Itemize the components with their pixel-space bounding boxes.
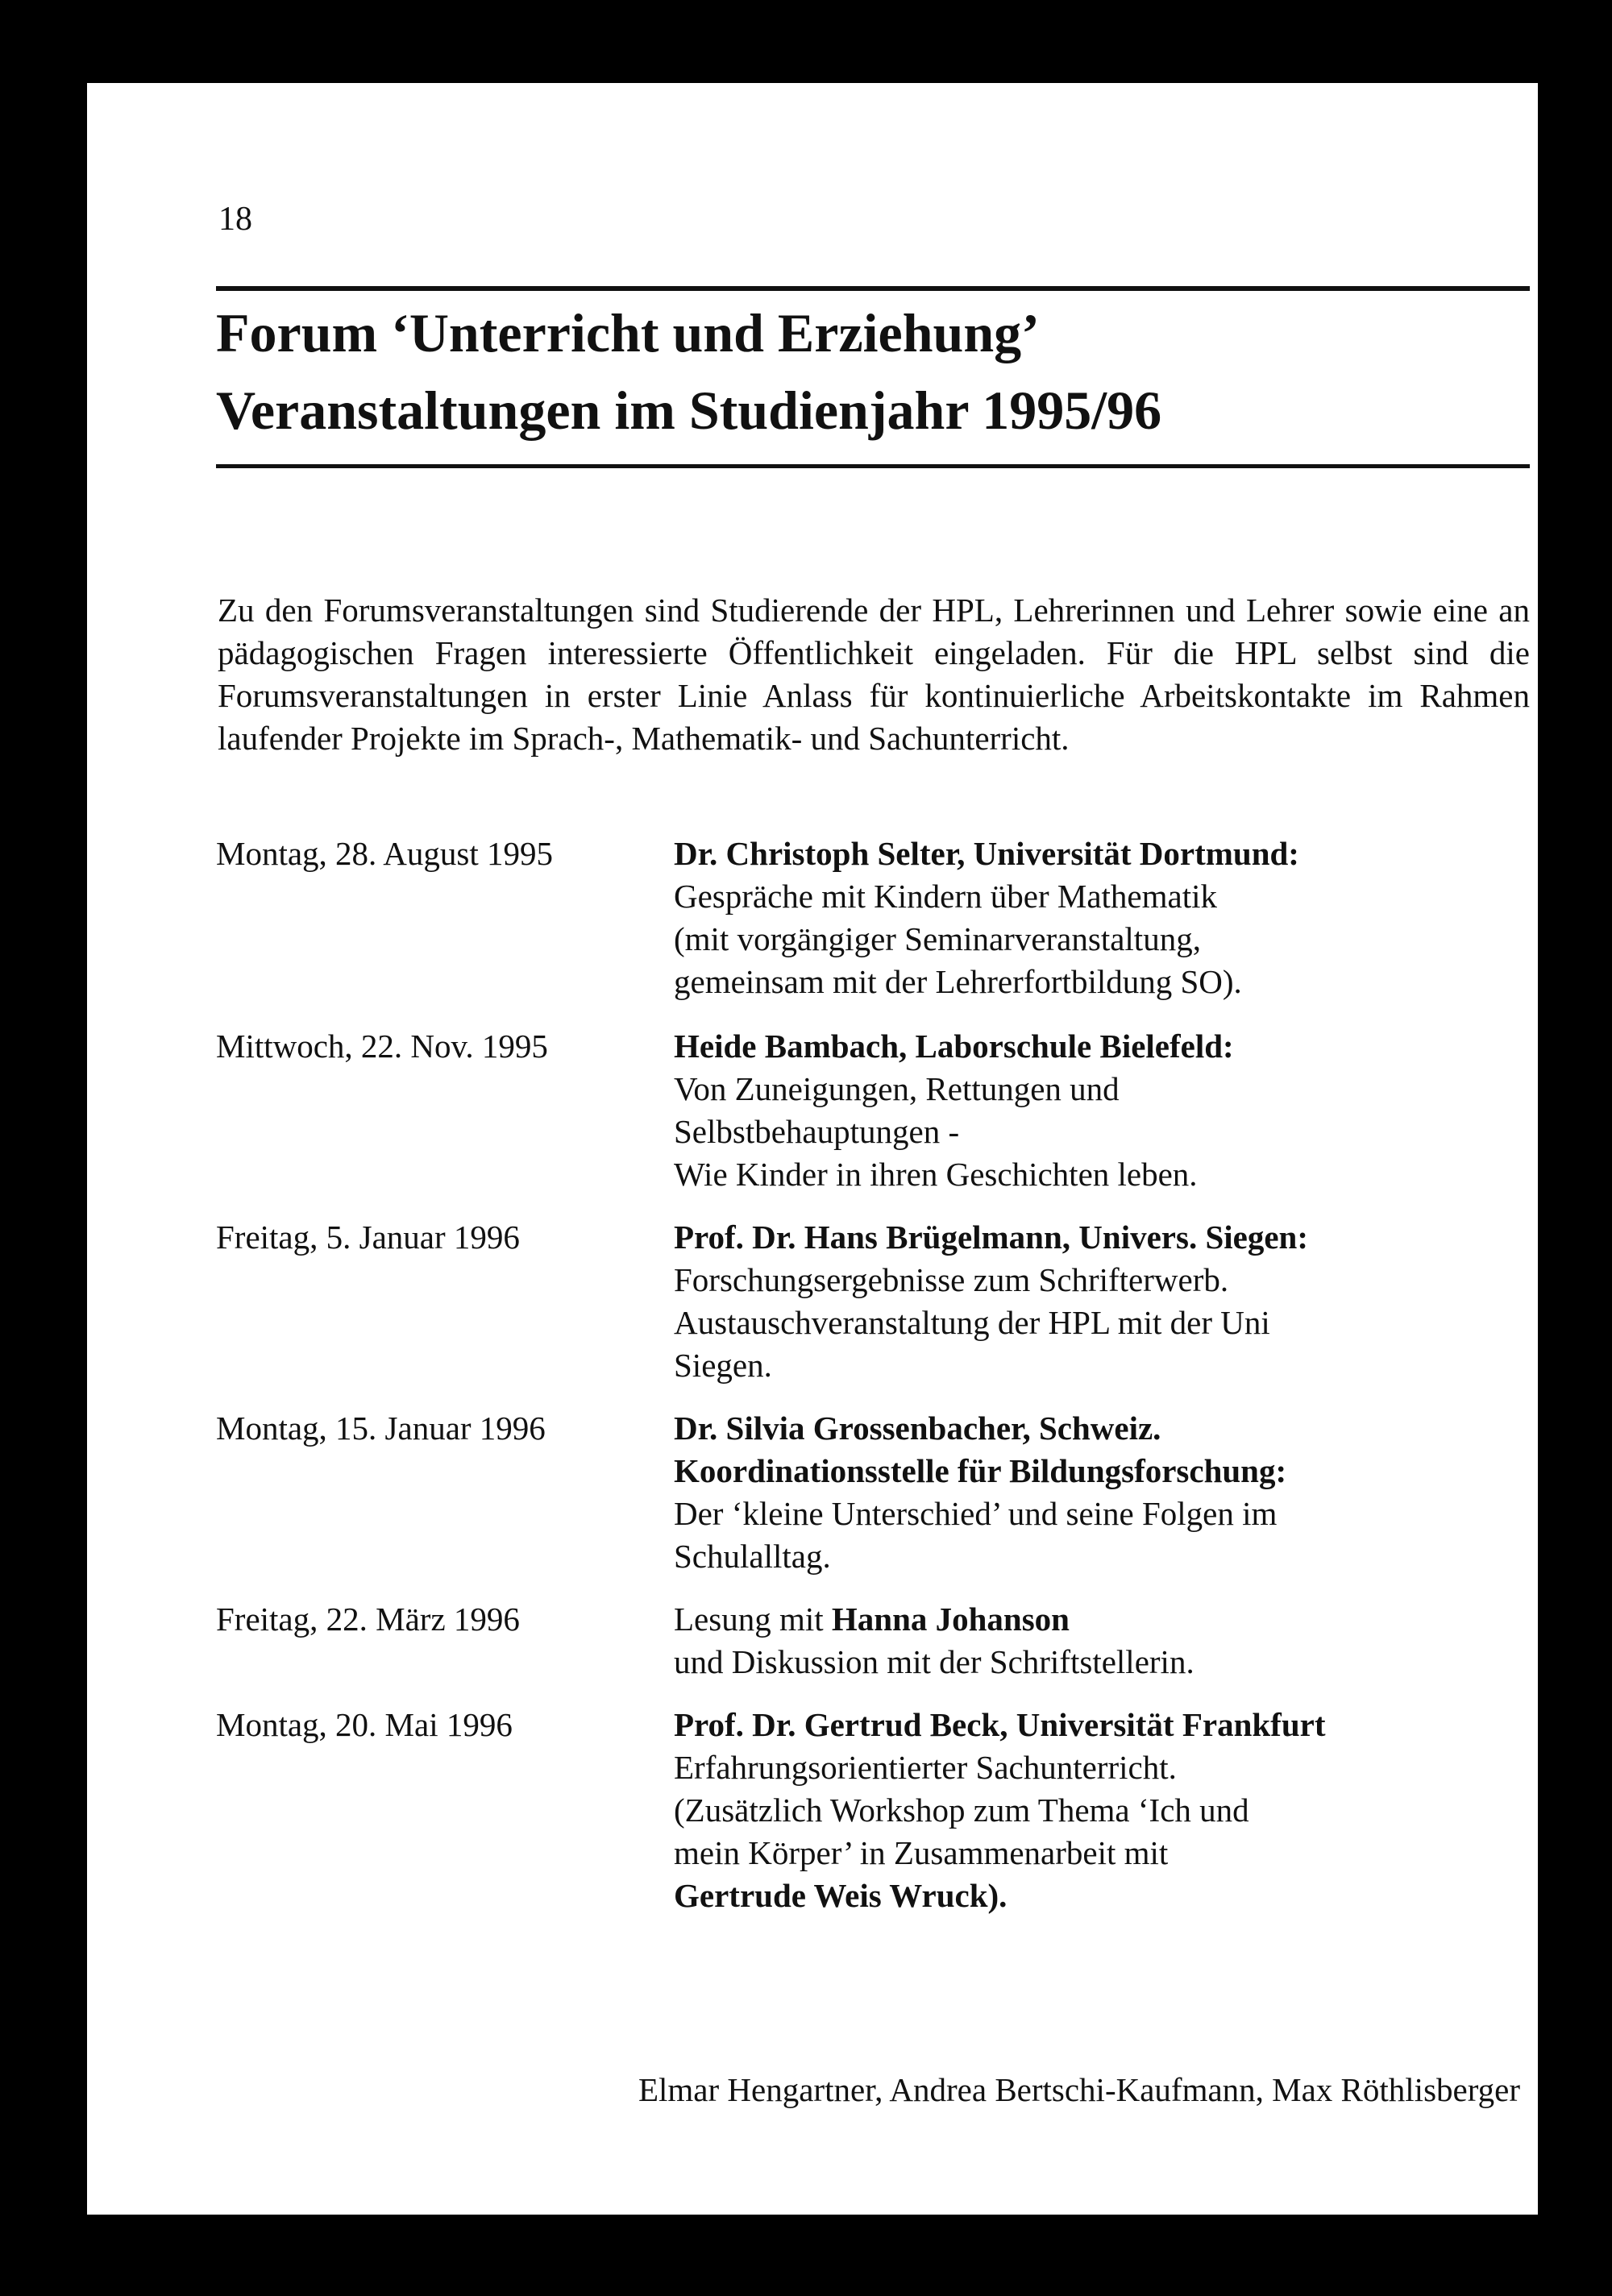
event-date: Montag, 15. Januar 1996 xyxy=(216,1410,546,1447)
event-line: mein Körper’ in Zusammenarbeit mit xyxy=(674,1834,1169,1871)
event-description xyxy=(674,832,1538,1003)
event-line-prefix: Lesung mit xyxy=(674,1601,832,1638)
signature: Elmar Hengartner, Andrea Bertschi-Kaufmann, Max Röthlisberger xyxy=(638,2071,1520,2108)
event-affiliation: Koordinationsstelle für Bildungsforschung: xyxy=(674,1452,1287,1489)
event-speaker: Prof. Dr. Gertrud Beck, Universität Frankfurt xyxy=(674,1706,1326,1743)
title-line-2: Veranstaltungen im Studienjahr 1995/96 xyxy=(216,380,1162,441)
title-rule-bottom xyxy=(216,464,1530,468)
event-date: Mittwoch, 22. Nov. 1995 xyxy=(216,1028,548,1065)
event-line: und Diskussion mit der Schriftstellerin. xyxy=(674,1643,1194,1680)
event-speaker: Heide Bambach, Laborschule Bielefeld: xyxy=(674,1028,1234,1065)
event-line: Erfahrungsorientierter Sachunterricht. xyxy=(674,1749,1177,1786)
page-title xyxy=(216,294,1538,449)
event-line xyxy=(674,1598,1538,1641)
title-line-1: Forum ‘Unterricht und Erziehung’ xyxy=(216,302,1040,363)
event-date: Freitag, 22. März 1996 xyxy=(216,1601,520,1638)
event-line: Schulalltag. xyxy=(674,1538,831,1575)
event-description xyxy=(674,1704,1538,1917)
title-rule-top xyxy=(216,286,1530,291)
event-description xyxy=(674,1407,1538,1578)
event-date: Freitag, 5. Januar 1996 xyxy=(216,1219,520,1256)
event-line: Forschungsergebnisse zum Schrifterwerb. xyxy=(674,1261,1229,1298)
event-line: (Zusätzlich Workshop zum Thema ‘Ich und xyxy=(674,1792,1249,1829)
event-line: Austauschveranstaltung der HPL mit der Uni xyxy=(674,1304,1270,1341)
event-item xyxy=(216,1216,1538,1387)
event-description xyxy=(674,1598,1538,1684)
event-line: Siegen. xyxy=(674,1347,772,1384)
event-speaker: Dr. Silvia Grossenbacher, Schweiz. xyxy=(674,1410,1161,1447)
event-speaker: Hanna Johanson xyxy=(831,1601,1070,1638)
event-item xyxy=(216,832,1538,1003)
event-speaker: Prof. Dr. Hans Brügelmann, Univers. Siegen: xyxy=(674,1219,1308,1256)
event-description xyxy=(674,1216,1538,1387)
event-line: Gertrude Weis Wruck). xyxy=(674,1877,1008,1914)
event-line: gemeinsam mit der Lehrerfortbildung SO). xyxy=(674,963,1242,1000)
document-page xyxy=(87,83,1538,2215)
event-line: Von Zuneigungen, Rettungen und xyxy=(674,1070,1120,1107)
event-speaker: Dr. Christoph Selter, Universität Dortmund: xyxy=(674,835,1299,872)
event-date: Montag, 20. Mai 1996 xyxy=(216,1706,513,1743)
event-line: Gespräche mit Kindern über Mathematik xyxy=(674,878,1217,915)
event-item xyxy=(216,1704,1538,1917)
event-item xyxy=(216,1025,1538,1196)
intro-paragraph: Zu den Forumsveranstaltungen sind Studierende der HPL, Lehrerinnen und Lehrer sowie eine an pädagogischen Fragen interessierte Öffentlichkeit eingeladen. Für die HPL selbst sind die Forumsveranstaltungen in erster Linie Anlass für kontinuierliche Arbeitskontakte im Rahmen laufender Projekte im Sprach-, Mathematik- und Sachunterricht. xyxy=(218,592,1530,757)
event-description xyxy=(674,1025,1538,1196)
page-number: 18 xyxy=(218,201,252,238)
event-item xyxy=(216,1598,1538,1684)
event-line: (mit vorgängiger Seminarveranstaltung, xyxy=(674,920,1201,957)
event-line: Wie Kinder in ihren Geschichten leben. xyxy=(674,1156,1198,1193)
event-item xyxy=(216,1407,1538,1578)
event-line: Selbstbehauptungen - xyxy=(674,1113,960,1150)
event-list xyxy=(216,832,1538,1917)
event-date: Montag, 28. August 1995 xyxy=(216,835,553,872)
event-line: Der ‘kleine Unterschied’ und seine Folgen im xyxy=(674,1495,1278,1532)
